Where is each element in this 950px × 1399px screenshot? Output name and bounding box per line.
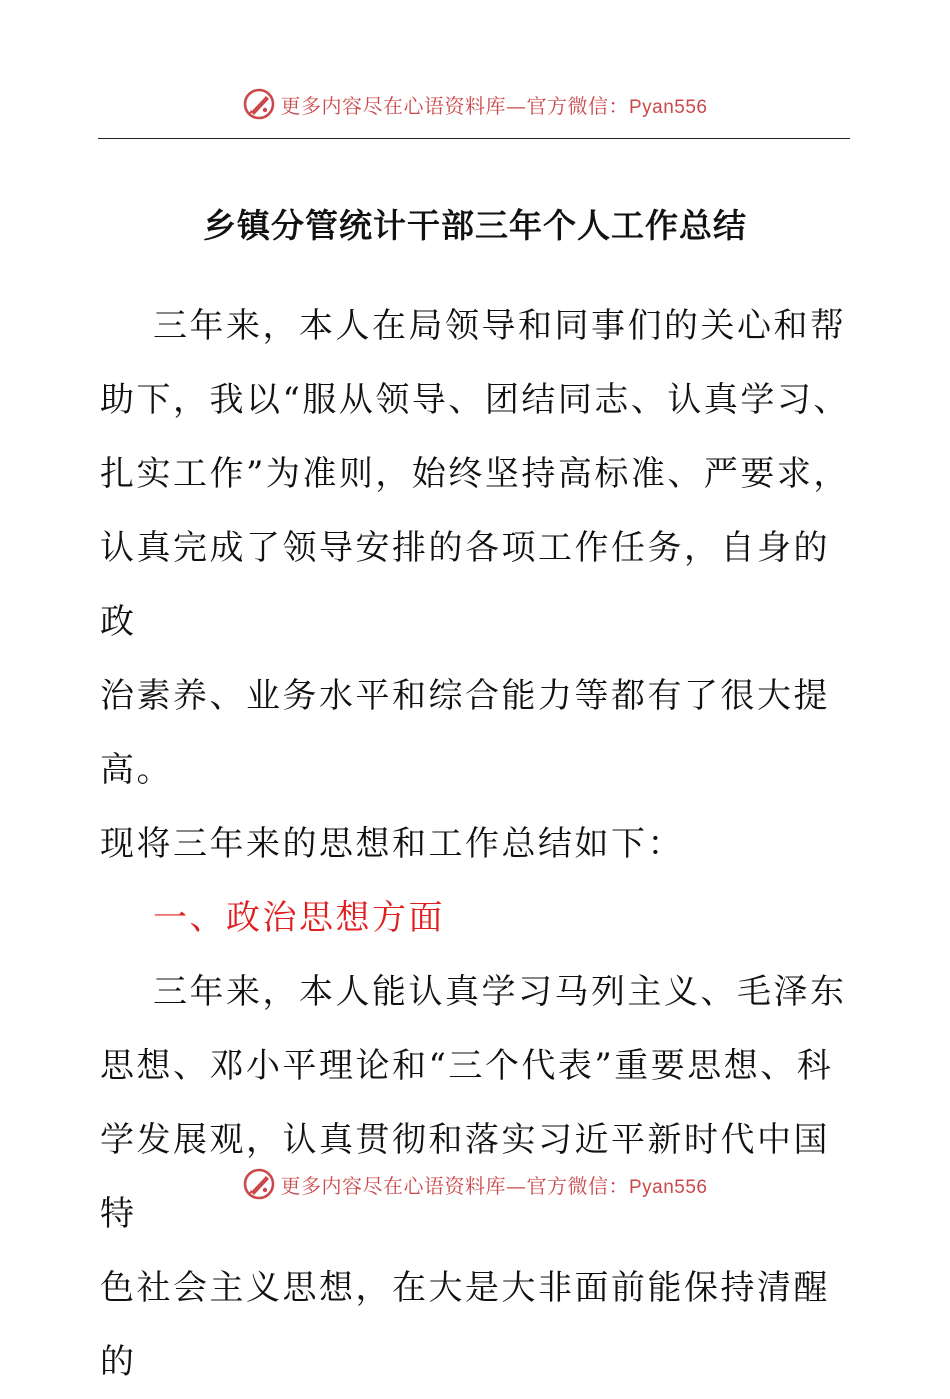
intro-line: 认真完成了领导安排的各项工作任务，自身的政 (100, 528, 830, 642)
watermark-wechat-id: Pyan556 (628, 1176, 708, 1198)
intro-line: 治素养、业务水平和综合能力等都有了很大提高。 (100, 676, 830, 790)
pen-logo-icon (242, 87, 276, 121)
watermark-wechat-id: Pyan556 (628, 96, 708, 118)
document-body (100, 289, 860, 1399)
document-title: 乡镇分管统计干部三年个人工作总结 (203, 206, 747, 245)
intro-line: 扎实工作”为准则，始终坚持高标准、严要求， (100, 454, 850, 494)
intro-line: 现将三年来的思想和工作总结如下： (100, 824, 684, 864)
intro-line: 助下，我以“服从领导、团结同志、认真学习、 (100, 380, 850, 420)
pen-logo-icon (242, 1167, 276, 1201)
watermark-header (0, 84, 950, 124)
watermark-text: 更多内容尽在心语资料库—官方微信：Pyan556 (280, 1173, 708, 1198)
section-heading: 一、政治思想方面 (153, 898, 445, 938)
header-divider (98, 138, 850, 139)
section-line: 三年来，本人能认真学习马列主义、毛泽东 (153, 972, 847, 1012)
section-line: 学发展观，认真贯彻和落实习近平新时代中国特 (100, 1120, 830, 1234)
intro-line: 三年来，本人在局领导和同事们的关心和帮 (153, 306, 847, 346)
section-line: 思想、邓小平理论和“三个代表”重要思想、科 (100, 1046, 834, 1086)
section-line: 色社会主义思想，在大是大非面前能保持清醒的 (100, 1268, 830, 1382)
watermark-text: 更多内容尽在心语资料库—官方微信：Pyan556 (280, 93, 708, 118)
watermark-footer (0, 1164, 950, 1204)
